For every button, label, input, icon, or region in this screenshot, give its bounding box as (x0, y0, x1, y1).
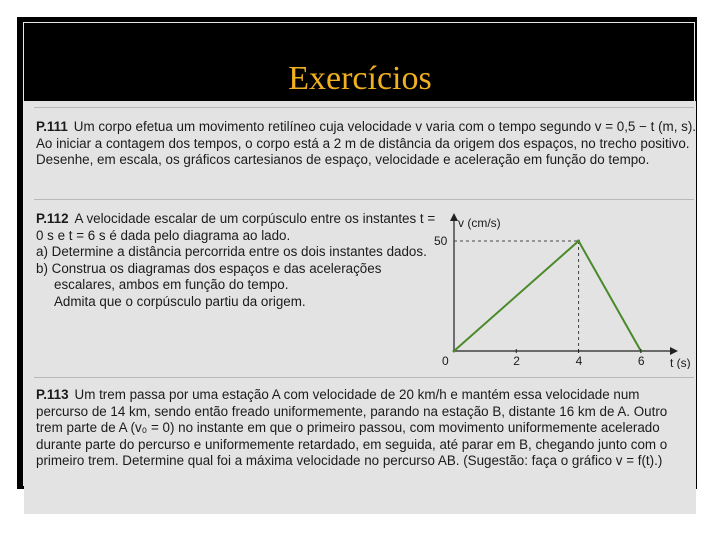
problem-label: P.111 (36, 119, 68, 134)
problem-text: Um trem passa por uma estação A com velocidade de 20 km/h e mantém essa velocidade num percurso de 14 km, sendo então freado uniformemente, parando na estação B, distante 16 km de A. Outro trem parte de A (v₀ = 0) no instante em que o primeiro passou, com movimento uniformemente acelerado durante parte do percurso e uniformemente retardado, em seguida, até parar em B, chegando junto com o primeiro trem. Determine qual foi a máxima velocidade no percurso AB. (Sugestão: faça o gráfico v = f(t).) (36, 387, 668, 469)
problem-p111 (36, 119, 696, 169)
divider (34, 377, 694, 378)
problem-label: P.112 (36, 211, 69, 226)
problem-p113 (36, 387, 686, 470)
data-point (577, 240, 580, 243)
y-tick-label: 50 (434, 234, 448, 248)
x-tick-label: 2 (513, 354, 520, 368)
velocity-time-chart (432, 209, 692, 369)
y-axis-label: v (cm/s) (458, 216, 501, 230)
problem-text: A velocidade escalar de um corpúsculo entre os instantes t = 0 s e t = 6 s é dada pelo diagrama ao lado. (36, 211, 436, 243)
divider (34, 107, 694, 108)
problem-p112 (36, 211, 436, 311)
slide-title: Exercícios (288, 60, 432, 97)
x-tick-label: 0 (442, 354, 449, 368)
x-tick-label: 6 (637, 354, 645, 368)
item-text: Determine a distância percorrida entre os dois instantes dados. (51, 244, 427, 260)
problem-item-a (36, 244, 436, 261)
problem-label: P.113 (36, 387, 69, 402)
problem-text: Um corpo efetua um movimento retilíneo cuja velocidade v varia com o tempo segundo v = 0,5 − t (m, s). Ao iniciar a contagem dos tempos, o corpo está a 2 m de distância da origem dos espaços, no trecho positivo. Desenhe, em escala, os gráficos cartesianos de espaço, velocidade e aceleração em função do tempo. (36, 119, 696, 168)
data-point (453, 350, 456, 353)
item-label: b) (36, 260, 48, 276)
problem-note: Admita que o corpúsculo partiu da origem. (54, 293, 306, 309)
problem-item-b (36, 261, 436, 294)
x-tick-label: 4 (575, 354, 583, 368)
item-text: Construa os diagramas dos espaços e das acelerações escalares, ambos em função do tempo. (51, 260, 382, 293)
y-axis-arrow (450, 213, 458, 221)
item-label: a) (36, 244, 48, 260)
x-axis-arrow (670, 347, 678, 355)
divider (34, 199, 694, 200)
x-axis-label: t (s) (670, 356, 691, 369)
series-line (454, 241, 641, 351)
scanned-textbook-page (24, 101, 696, 514)
